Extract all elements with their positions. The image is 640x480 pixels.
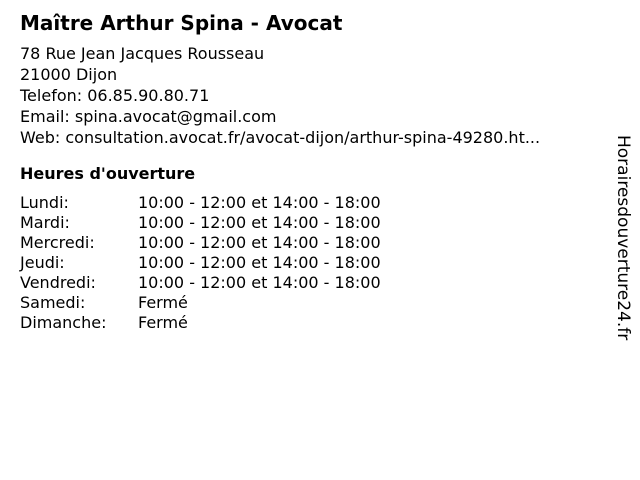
business-name: Maître Arthur Spina - Avocat: [20, 11, 343, 35]
phone-line: Telefon: 06.85.90.80.71: [20, 86, 210, 105]
hours-row: [20, 293, 381, 313]
site-brand: Horairesdouverture24.fr: [613, 135, 633, 341]
hours-row: [20, 233, 381, 253]
hours-time: 10:00 - 12:00 et 14:00 - 18:00: [138, 233, 381, 252]
hours-time: 10:00 - 12:00 et 14:00 - 18:00: [138, 273, 381, 292]
address-city: 21000 Dijon: [20, 65, 118, 84]
hours-row: [20, 253, 381, 273]
hours-table: [20, 193, 381, 333]
email-line: Email: spina.avocat@gmail.com: [20, 107, 277, 126]
hours-time: Fermé: [138, 313, 188, 332]
hours-day: Mardi:: [20, 213, 70, 232]
hours-time: Fermé: [138, 293, 188, 312]
address-street: 78 Rue Jean Jacques Rousseau: [20, 44, 265, 63]
hours-time: 10:00 - 12:00 et 14:00 - 18:00: [138, 193, 381, 212]
hours-time: 10:00 - 12:00 et 14:00 - 18:00: [138, 213, 381, 232]
hours-day: Mercredi:: [20, 233, 95, 252]
hours-row: [20, 273, 381, 293]
hours-day: Dimanche:: [20, 313, 107, 332]
hours-row: [20, 313, 381, 333]
hours-time: 10:00 - 12:00 et 14:00 - 18:00: [138, 253, 381, 272]
hours-day: Lundi:: [20, 193, 69, 212]
hours-heading: Heures d'ouverture: [20, 164, 196, 183]
hours-day: Jeudi:: [20, 253, 65, 272]
hours-day: Samedi:: [20, 293, 86, 312]
hours-day: Vendredi:: [20, 273, 96, 292]
hours-row: [20, 193, 381, 213]
hours-row: [20, 213, 381, 233]
contact-block: [20, 43, 540, 148]
web-line: Web: consultation.avocat.fr/avocat-dijon/arthur-spina-49280.ht...: [20, 128, 541, 147]
